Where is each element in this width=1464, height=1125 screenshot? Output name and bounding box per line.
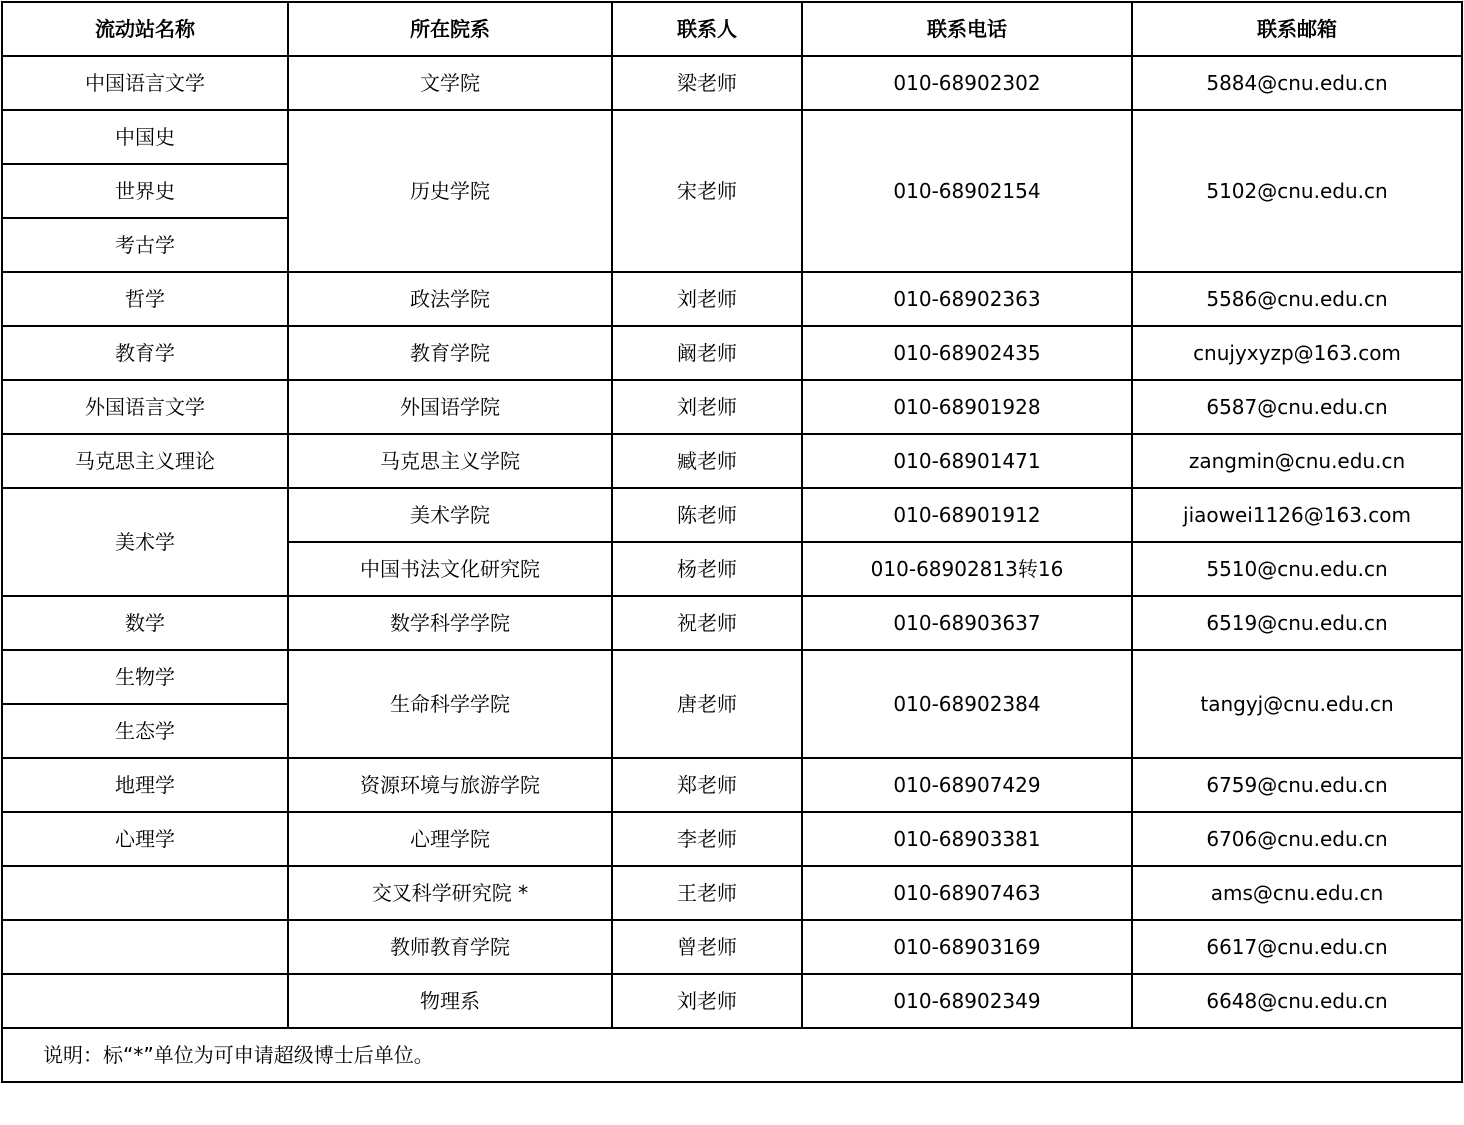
note-row <box>2 1028 1462 1082</box>
contact-cell: 唐老师 <box>612 650 802 758</box>
header-dept: 所在院系 <box>288 2 612 56</box>
email-cell: 5510@cnu.edu.cn <box>1132 542 1462 596</box>
phone-cell: 010-68902384 <box>802 650 1132 758</box>
table-row <box>2 596 1462 650</box>
phone-cell: 010-68902813转16 <box>802 542 1132 596</box>
phone-cell: 010-68902349 <box>802 974 1132 1028</box>
station-cell: 美术学 <box>2 488 288 596</box>
dept-cell: 资源环境与旅游学院 <box>288 758 612 812</box>
contact-cell: 杨老师 <box>612 542 802 596</box>
station-cell: 中国史 <box>2 110 288 164</box>
table-row <box>2 866 1462 920</box>
dept-cell: 文学院 <box>288 56 612 110</box>
email-cell: zangmin@cnu.edu.cn <box>1132 434 1462 488</box>
table-row <box>2 812 1462 866</box>
header-email: 联系邮箱 <box>1132 2 1462 56</box>
phone-cell: 010-68902154 <box>802 110 1132 272</box>
email-cell: 5884@cnu.edu.cn <box>1132 56 1462 110</box>
header-phone: 联系电话 <box>802 2 1132 56</box>
dept-cell: 马克思主义学院 <box>288 434 612 488</box>
email-cell: 6617@cnu.edu.cn <box>1132 920 1462 974</box>
contact-cell: 陈老师 <box>612 488 802 542</box>
station-cell <box>2 974 288 1028</box>
table-row <box>2 326 1462 380</box>
table-row <box>2 488 1462 542</box>
station-cell: 世界史 <box>2 164 288 218</box>
station-cell: 心理学 <box>2 812 288 866</box>
email-cell: tangyj@cnu.edu.cn <box>1132 650 1462 758</box>
dept-cell: 心理学院 <box>288 812 612 866</box>
contact-cell: 梁老师 <box>612 56 802 110</box>
dept-cell: 教师教育学院 <box>288 920 612 974</box>
phone-cell: 010-68903381 <box>802 812 1132 866</box>
contact-cell: 曾老师 <box>612 920 802 974</box>
email-cell: jiaowei1126@163.com <box>1132 488 1462 542</box>
header-station: 流动站名称 <box>2 2 288 56</box>
contacts-table <box>1 1 1463 1083</box>
table-row <box>2 272 1462 326</box>
station-cell: 教育学 <box>2 326 288 380</box>
email-cell: 6706@cnu.edu.cn <box>1132 812 1462 866</box>
email-cell: 6648@cnu.edu.cn <box>1132 974 1462 1028</box>
contact-cell: 阚老师 <box>612 326 802 380</box>
table-row <box>2 650 1462 704</box>
email-cell: ams@cnu.edu.cn <box>1132 866 1462 920</box>
table-row <box>2 758 1462 812</box>
dept-cell: 历史学院 <box>288 110 612 272</box>
table-row <box>2 434 1462 488</box>
phone-cell: 010-68907463 <box>802 866 1132 920</box>
dept-cell: 生命科学学院 <box>288 650 612 758</box>
contact-cell: 臧老师 <box>612 434 802 488</box>
station-cell: 外国语言文学 <box>2 380 288 434</box>
contact-cell: 刘老师 <box>612 974 802 1028</box>
dept-cell: 外国语学院 <box>288 380 612 434</box>
station-cell: 马克思主义理论 <box>2 434 288 488</box>
contact-cell: 宋老师 <box>612 110 802 272</box>
header-row <box>2 2 1462 56</box>
email-cell: 6759@cnu.edu.cn <box>1132 758 1462 812</box>
table-row <box>2 920 1462 974</box>
station-cell: 哲学 <box>2 272 288 326</box>
station-cell: 考古学 <box>2 218 288 272</box>
station-cell <box>2 866 288 920</box>
station-cell: 生态学 <box>2 704 288 758</box>
phone-cell: 010-68902363 <box>802 272 1132 326</box>
phone-cell: 010-68902435 <box>802 326 1132 380</box>
contact-cell: 刘老师 <box>612 272 802 326</box>
email-cell: 5586@cnu.edu.cn <box>1132 272 1462 326</box>
station-cell: 生物学 <box>2 650 288 704</box>
contact-cell: 李老师 <box>612 812 802 866</box>
contact-cell: 王老师 <box>612 866 802 920</box>
email-cell: 6519@cnu.edu.cn <box>1132 596 1462 650</box>
dept-cell: 美术学院 <box>288 488 612 542</box>
contact-cell: 祝老师 <box>612 596 802 650</box>
dept-cell: 教育学院 <box>288 326 612 380</box>
station-cell: 中国语言文学 <box>2 56 288 110</box>
dept-cell: 政法学院 <box>288 272 612 326</box>
table-row <box>2 380 1462 434</box>
dept-cell: 交叉科学研究院 * <box>288 866 612 920</box>
phone-cell: 010-68907429 <box>802 758 1132 812</box>
phone-cell: 010-68901928 <box>802 380 1132 434</box>
phone-cell: 010-68901471 <box>802 434 1132 488</box>
email-cell: 5102@cnu.edu.cn <box>1132 110 1462 272</box>
header-contact: 联系人 <box>612 2 802 56</box>
table-row <box>2 110 1462 164</box>
station-cell <box>2 920 288 974</box>
table-row <box>2 56 1462 110</box>
email-cell: cnujyxyzp@163.com <box>1132 326 1462 380</box>
table-row <box>2 974 1462 1028</box>
station-cell: 数学 <box>2 596 288 650</box>
phone-cell: 010-68901912 <box>802 488 1132 542</box>
phone-cell: 010-68903637 <box>802 596 1132 650</box>
phone-cell: 010-68902302 <box>802 56 1132 110</box>
dept-cell: 物理系 <box>288 974 612 1028</box>
note-text: 说明：标“*”单位为可申请超级博士后单位。 <box>2 1028 1462 1082</box>
phone-cell: 010-68903169 <box>802 920 1132 974</box>
dept-cell: 中国书法文化研究院 <box>288 542 612 596</box>
contact-cell: 刘老师 <box>612 380 802 434</box>
station-cell: 地理学 <box>2 758 288 812</box>
dept-cell: 数学科学学院 <box>288 596 612 650</box>
email-cell: 6587@cnu.edu.cn <box>1132 380 1462 434</box>
contact-cell: 郑老师 <box>612 758 802 812</box>
